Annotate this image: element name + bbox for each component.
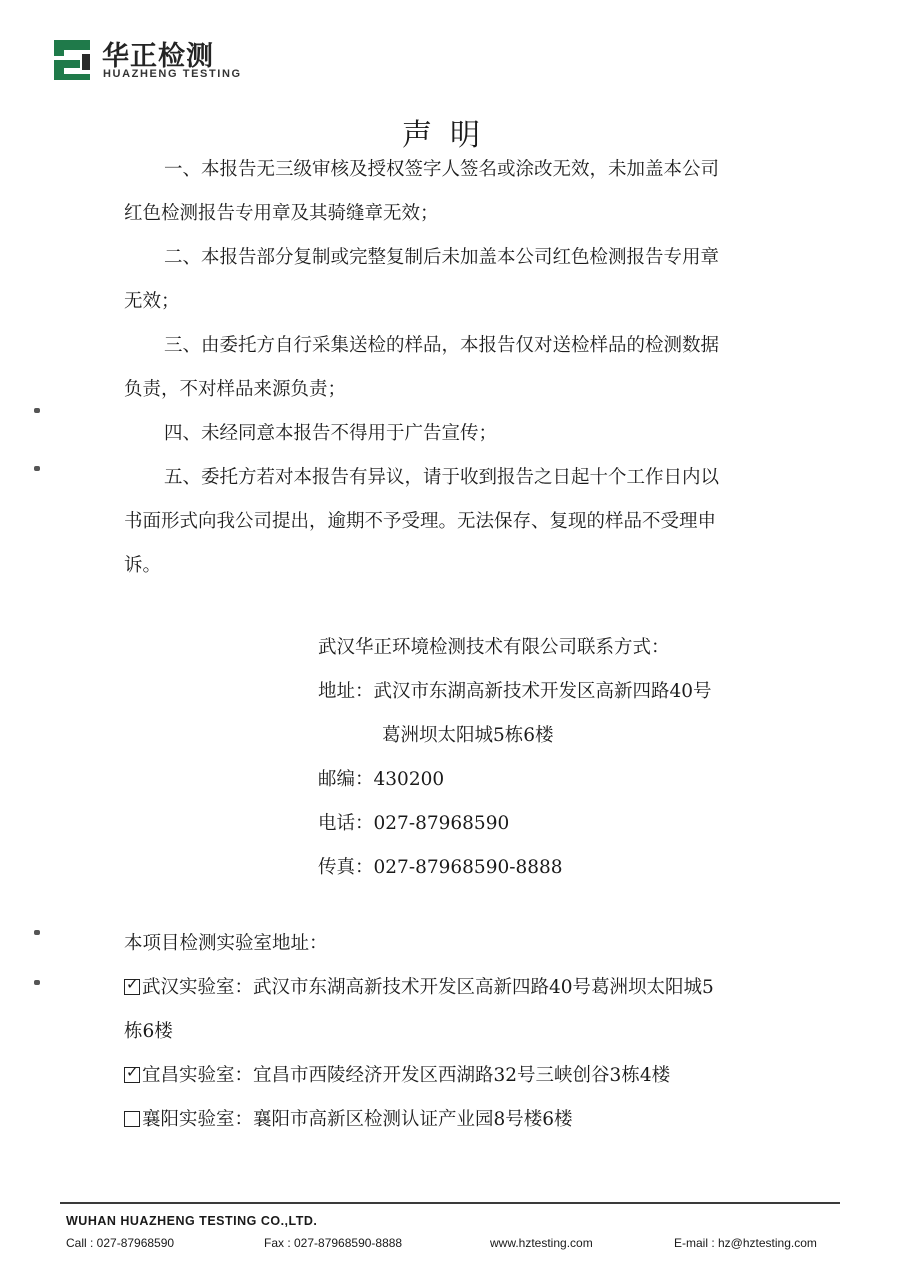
contact-zip: [318, 758, 712, 802]
company-logo: [50, 34, 250, 88]
clause-line: 负责，不对样品来源负责；: [124, 379, 347, 400]
contact-fax: [318, 846, 712, 890]
clause-line: 三、由委托方自行采集送检的样品，本报告仅对送检样品的检测数据: [164, 335, 720, 356]
address-line-2: 葛洲坝太阳城5栋6楼: [382, 725, 554, 746]
lab-item-xiangyang: [124, 1098, 784, 1142]
checkbox-checked-icon: ✓: [126, 975, 139, 993]
footer-email: E-mail : hz@hztesting.com: [674, 1236, 817, 1250]
footer-fax: Fax : 027-87968590-8888: [264, 1236, 403, 1250]
zip-label: 邮编：: [318, 769, 374, 790]
scan-mark: [34, 930, 40, 935]
clause-3: [124, 324, 784, 412]
footer-divider: [60, 1202, 840, 1204]
clause-line: 四、未经同意本报告不得用于广告宣传；: [164, 423, 498, 444]
clause-line: 五、委托方若对本报告有异议，请于收到报告之日起十个工作日内以: [164, 467, 720, 488]
scan-mark: [34, 466, 40, 471]
huazheng-logo-icon: [50, 36, 94, 82]
lab-item-wuhan-cont: 栋6楼: [124, 1021, 173, 1042]
footer-website: www.hztesting.com: [490, 1236, 593, 1250]
checkbox-checked-icon: ✓: [126, 1063, 139, 1081]
clause-5: [124, 456, 784, 588]
contact-phone: [318, 802, 712, 846]
lab-item-text: 宜昌实验室：宜昌市西陵经济开发区西湖路32号三峡创谷3栋4楼: [142, 1065, 671, 1086]
footer-company: WUHAN HUAZHENG TESTING CO.,LTD.: [66, 1214, 318, 1228]
clause-line: 红色检测报告专用章及其骑缝章无效；: [124, 203, 439, 224]
lab-item-text: 武汉实验室：武汉市东湖高新技术开发区高新四路40号葛洲坝太阳城5: [142, 977, 714, 998]
labs-heading: 本项目检测实验室地址：: [124, 933, 328, 954]
phone-value: 027-87968590: [373, 813, 510, 834]
clause-line: 书面形式向我公司提出，逾期不予受理。无法保存、复现的样品不受理申: [124, 511, 717, 532]
lab-item-wuhan: [124, 966, 784, 1010]
contact-heading: 武汉华正环境检测技术有限公司联系方式：: [318, 637, 670, 658]
lab-item-text: 襄阳实验室：襄阳市高新区检测认证产业园8号楼6楼: [142, 1109, 573, 1130]
logo-chinese-text: 华正检测: [102, 41, 214, 72]
phone-label: 电话：: [318, 813, 374, 834]
logo-english-text: HUAZHENG TESTING: [103, 68, 242, 80]
clause-4: [124, 412, 784, 456]
zip-value: 430200: [373, 769, 445, 790]
clause-line: 二、本报告部分复制或完整复制后未加盖本公司红色检测报告专用章: [164, 247, 720, 268]
contact-block: [318, 626, 712, 890]
clause-2: [124, 236, 784, 324]
clause-line: 诉。: [124, 555, 162, 576]
footer-call: Call : 027-87968590: [66, 1236, 175, 1250]
page-title: 声明: [402, 118, 498, 153]
contact-address: [318, 670, 712, 714]
clause-1: [124, 148, 784, 236]
address-line-1: 武汉市东湖高新技术开发区高新四路40号: [373, 681, 712, 702]
fax-value: 027-87968590-8888: [373, 857, 563, 878]
address-label: 地址：: [318, 681, 374, 702]
clause-line: 一、本报告无三级审核及授权签字人签名或涂改无效，未加盖本公司: [164, 159, 720, 180]
scan-mark: [34, 408, 40, 413]
lab-item-yichang: [124, 1054, 784, 1098]
clause-line: 无效；: [124, 291, 180, 312]
fax-label: 传真：: [318, 857, 374, 878]
labs-block: [124, 922, 784, 1142]
checkbox-empty-icon: [124, 1111, 140, 1127]
scan-mark: [34, 980, 40, 985]
